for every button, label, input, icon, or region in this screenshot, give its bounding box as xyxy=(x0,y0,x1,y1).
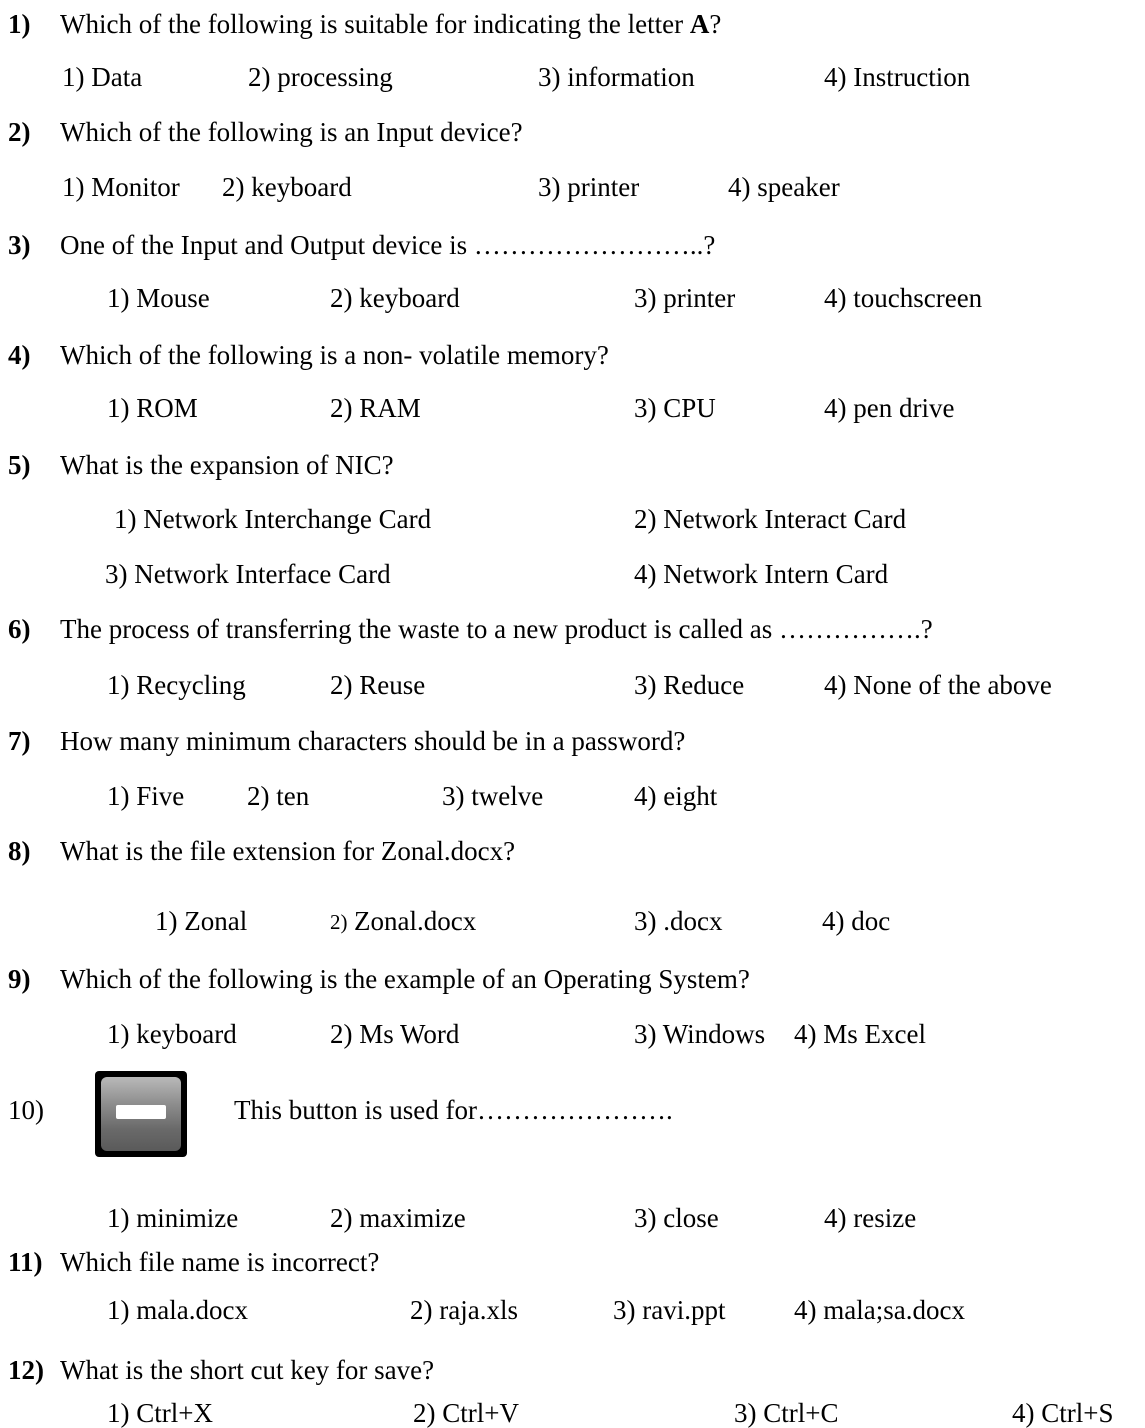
q3-option-3: 3) printer xyxy=(634,283,736,313)
q6-option-3: 3) Reduce xyxy=(634,670,745,700)
question-4-number: 4) xyxy=(8,340,31,370)
q4-option-2: 2) RAM xyxy=(330,393,421,423)
q1-option-1: 1) Data xyxy=(62,62,143,92)
minimize-icon xyxy=(95,1071,187,1157)
q10-option-4: 4) resize xyxy=(824,1203,917,1233)
q5-option-3: 3) Network Interface Card xyxy=(105,559,391,589)
q3-option-4: 4) touchscreen xyxy=(824,283,983,313)
q8-option-2: Zonal.docx xyxy=(354,906,477,936)
question-6-number: 6) xyxy=(8,614,31,644)
question-10-text: This button is used for…………………. xyxy=(234,1095,673,1125)
q3-option-1: 1) Mouse xyxy=(107,283,210,313)
q5-option-1: 1) Network Interchange Card xyxy=(114,504,432,534)
question-9-number: 9) xyxy=(8,964,31,994)
question-3-text: One of the Input and Output device is ……………………..? xyxy=(60,230,716,260)
q6-option-4: 4) None of the above xyxy=(824,670,1052,700)
q2-option-4: 4) speaker xyxy=(728,172,840,202)
q7-option-2: 2) ten xyxy=(247,781,310,811)
q2-option-3: 3) printer xyxy=(538,172,640,202)
q1-option-2: 2) processing xyxy=(248,62,393,92)
question-7-number: 7) xyxy=(8,726,31,756)
q2-option-2: 2) keyboard xyxy=(222,172,352,202)
question-3-number: 3) xyxy=(8,230,31,260)
q8-option-4: 4) doc xyxy=(822,906,891,936)
question-10-number: 10) xyxy=(8,1095,44,1125)
question-4-text: Which of the following is a non- volatile memory? xyxy=(60,340,609,370)
q1-option-4: 4) Instruction xyxy=(824,62,971,92)
q9-option-4: 4) Ms Excel xyxy=(794,1019,926,1049)
question-6-text: The process of transferring the waste to a new product is called as …………….? xyxy=(60,614,933,644)
q9-option-3: 3) Windows xyxy=(634,1019,766,1049)
q12-option-2: 2) Ctrl+V xyxy=(413,1398,519,1428)
q5-option-4: 4) Network Intern Card xyxy=(634,559,889,589)
q8-option-2-number: 2) xyxy=(330,910,348,934)
question-11-number: 11) xyxy=(8,1247,43,1277)
q10-option-3: 3) close xyxy=(634,1203,719,1233)
q11-option-1: 1) mala.docx xyxy=(107,1295,248,1325)
question-8-number: 8) xyxy=(8,836,31,866)
q3-option-2: 2) keyboard xyxy=(330,283,460,313)
question-12-text: What is the short cut key for save? xyxy=(60,1355,435,1385)
q9-option-1: 1) keyboard xyxy=(107,1019,237,1049)
q8-option-3: 3) .docx xyxy=(634,906,723,936)
q11-option-2: 2) raja.xls xyxy=(410,1295,518,1325)
q11-option-3: 3) ravi.ppt xyxy=(613,1295,726,1325)
question-2-text: Which of the following is an Input device? xyxy=(60,117,523,147)
question-11-text: Which file name is incorrect? xyxy=(60,1247,380,1277)
q2-option-1: 1) Monitor xyxy=(62,172,180,202)
question-12-number: 12) xyxy=(8,1355,44,1385)
q4-option-1: 1) ROM xyxy=(107,393,198,423)
q6-option-2: 2) Reuse xyxy=(330,670,426,700)
q12-option-3: 3) Ctrl+C xyxy=(734,1398,839,1428)
question-8-text: What is the file extension for Zonal.docx? xyxy=(60,836,516,866)
q5-option-2: 2) Network Interact Card xyxy=(634,504,907,534)
question-7-text: How many minimum characters should be in a password? xyxy=(60,726,686,756)
question-5-number: 5) xyxy=(8,450,31,480)
question-5-text: What is the expansion of NIC? xyxy=(60,450,394,480)
question-9-text: Which of the following is the example of an Operating System? xyxy=(60,964,750,994)
q4-option-3: 3) CPU xyxy=(634,393,716,423)
q6-option-1: 1) Recycling xyxy=(107,670,246,700)
q9-option-2: 2) Ms Word xyxy=(330,1019,460,1049)
q8-option-1: 1) Zonal xyxy=(155,906,248,936)
q7-option-1: 1) Five xyxy=(107,781,185,811)
q12-option-4: 4) Ctrl+S xyxy=(1012,1398,1114,1428)
q11-option-4: 4) mala;sa.docx xyxy=(794,1295,965,1325)
q10-option-1: 1) minimize xyxy=(107,1203,239,1233)
q12-option-1: 1) Ctrl+X xyxy=(107,1398,213,1428)
q4-option-4: 4) pen drive xyxy=(824,393,955,423)
q10-option-2: 2) maximize xyxy=(330,1203,466,1233)
question-1-text: Which of the following is suitable for indicating the letter A? xyxy=(60,9,722,39)
question-1-number: 1) xyxy=(8,9,31,39)
q7-option-3: 3) twelve xyxy=(442,781,544,811)
q7-option-4: 4) eight xyxy=(634,781,718,811)
q1-option-3: 3) information xyxy=(538,62,695,92)
question-2-number: 2) xyxy=(8,117,31,147)
